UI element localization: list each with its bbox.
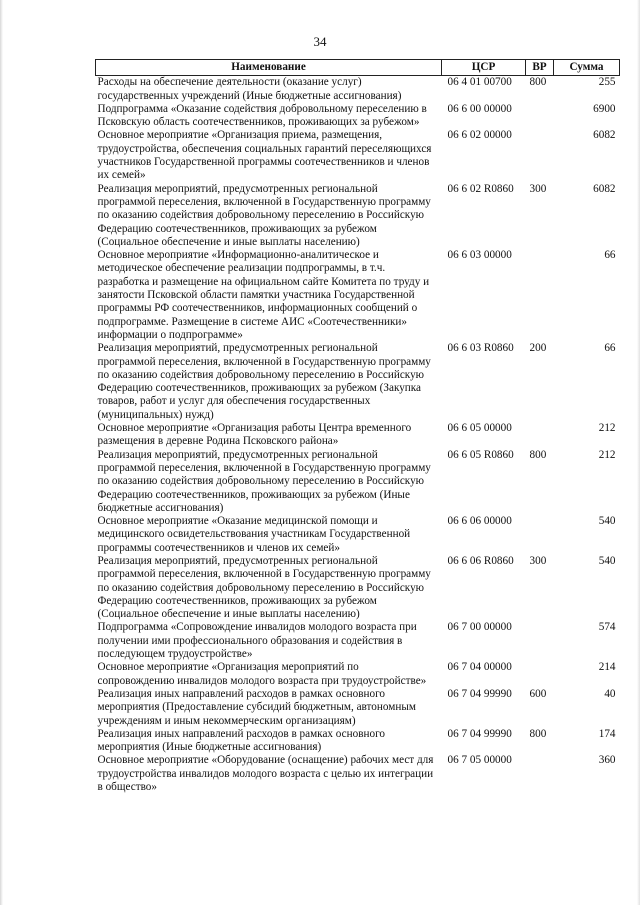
table-row	[96, 754, 620, 794]
row-vr	[526, 422, 554, 449]
row-name: Реализация иных направлений расходов в рамках основного мероприятия (Иные бюджетные ассигнования)	[97, 727, 385, 754]
row-name: Основное мероприятие «Информационно-аналитическое и методическое обеспечение реализации подпрограммы, в т.ч. разработка и размещение на официальном сайте Комитета по труду и занятости Псковской области памятки участника Государственной программы РФ соотечественников, информационных сообщений о подпрограмме. Размещение в системе АИС «Соотечественники» информации о подпрограмме»	[97, 249, 430, 341]
table-row	[96, 342, 620, 422]
row-vr: 300	[529, 182, 547, 195]
row-sum: 66	[604, 249, 616, 262]
row-sum: 540	[598, 554, 616, 567]
row-sum: 360	[598, 754, 616, 767]
table-row	[96, 555, 620, 621]
header-vr: ВР	[526, 60, 554, 76]
row-sum: 6900	[593, 102, 616, 115]
row-sum: 6082	[593, 129, 616, 142]
row-csr: 06 7 00 00000	[447, 621, 512, 634]
row-sum: 255	[598, 76, 616, 89]
row-vr	[526, 754, 554, 794]
row-sum: 574	[598, 621, 616, 634]
row-sum: 214	[598, 661, 616, 674]
table-row	[96, 76, 620, 103]
table-row	[96, 728, 620, 755]
row-name: Реализация мероприятий, предусмотренных региональной программой переселения, включенной в Государственную программу по оказанию содействия добровольному переселению в Российскую Федерацию соотечественников, проживающих за рубежом (Иные бюджетные ассигнования)	[97, 448, 431, 514]
table-header-row	[96, 60, 620, 76]
table-row	[96, 449, 620, 515]
header-sum: Сумма	[554, 60, 620, 76]
row-vr	[526, 515, 554, 555]
row-vr: 800	[529, 727, 547, 740]
row-vr	[526, 249, 554, 342]
row-csr: 06 6 03 R0860	[447, 342, 514, 355]
header-csr: ЦСР	[442, 60, 526, 76]
row-sum: 540	[598, 515, 616, 528]
row-csr: 06 6 05 00000	[447, 422, 512, 435]
table-row	[96, 661, 620, 688]
table-row	[96, 183, 620, 249]
row-sum: 66	[604, 342, 616, 355]
row-sum: 174	[598, 727, 616, 740]
table-row	[96, 422, 620, 449]
header-name: Наименование	[96, 60, 442, 76]
table-row	[96, 129, 620, 182]
row-vr	[526, 621, 554, 661]
row-csr: 06 6 05 R0860	[447, 448, 514, 461]
row-vr: 600	[529, 687, 547, 700]
scan-edge-left	[0, 0, 3, 905]
row-csr: 06 4 01 00700	[447, 76, 512, 89]
row-csr: 06 7 04 99990	[447, 727, 512, 740]
row-sum: 6082	[593, 182, 616, 195]
row-vr: 800	[529, 448, 547, 461]
row-name: Реализация мероприятий, предусмотренных региональной программой переселения, включенной в Государственную программу по оказанию содействия добровольному переселению в Российскую Федерацию соотечественников, проживающих за рубежом (Социальное обеспечение и иные выплаты населению)	[97, 554, 431, 621]
row-sum: 40	[604, 687, 616, 700]
row-vr: 200	[529, 342, 547, 355]
row-name: Основное мероприятие «Оборудование (оснащение) рабочих мест для трудоустройства инвалидов молодого возраста с целью их интеграции в общество»	[97, 754, 434, 794]
table-row	[96, 688, 620, 728]
table-row	[96, 103, 620, 130]
row-csr: 06 6 03 00000	[447, 249, 512, 262]
table-row	[96, 249, 620, 342]
row-csr: 06 6 06 00000	[447, 515, 512, 528]
row-name: Основное мероприятие «Организация работы Центра временного размещения в деревне Родина Псковского района»	[97, 422, 412, 448]
row-csr: 06 7 05 00000	[447, 754, 512, 767]
row-name: Подпрограмма «Сопровождение инвалидов молодого возраста при получении ими профессионального образования и содействия в последующем трудоустройстве»	[97, 621, 417, 661]
row-csr: 06 6 02 R0860	[447, 182, 514, 195]
row-sum: 212	[598, 422, 616, 435]
budget-table	[95, 59, 620, 794]
row-name: Реализация иных направлений расходов в рамках основного мероприятия (Предоставление субсидий бюджетным, автономным учреждениям и иным некоммерческим организациям)	[97, 687, 416, 727]
row-vr	[526, 103, 554, 130]
row-csr: 06 7 04 99990	[447, 687, 512, 700]
row-csr: 06 7 04 00000	[447, 661, 512, 674]
row-name: Реализация мероприятий, предусмотренных региональной программой переселения, включенной в Государственную программу по оказанию содействия добровольному переселению в Российскую Федерацию соотечественников, проживающих за рубежом (Закупка товаров, работ и услуг для обеспечения государственных (муниципальных) нужд)	[97, 342, 431, 421]
row-vr: 800	[529, 76, 547, 89]
row-name: Реализация мероприятий, предусмотренных региональной программой переселения, включенной в Государственную программу по оказанию содействия добровольному переселению в Российскую Федерацию соотечественников, проживающих за рубежом (Социальное обеспечение и иные выплаты населению)	[97, 182, 431, 248]
row-csr: 06 6 02 00000	[447, 129, 512, 142]
row-name: Основное мероприятие «Организация приема, размещения, трудоустройства, обеспечения социальных гарантий переселяющихся участников Государственной программы соотечественников и членов их семей»	[97, 129, 432, 182]
row-name: Подпрограмма «Оказание содействия добровольному переселению в Псковскую область соотечественников, проживающих за рубежом»	[97, 102, 427, 129]
row-vr	[526, 129, 554, 182]
row-name: Расходы на обеспечение деятельности (оказание услуг) государственных учреждений (Иные бюджетные ассигнования)	[97, 76, 402, 102]
row-csr: 06 6 06 R0860	[447, 554, 514, 567]
table-row	[96, 621, 620, 661]
row-name: Основное мероприятие «Организация мероприятий по сопровождению инвалидов молодого возраста при трудоустройстве»	[97, 661, 427, 687]
row-sum: 212	[598, 448, 616, 461]
table-row	[96, 515, 620, 555]
row-vr	[526, 661, 554, 688]
row-vr: 300	[529, 554, 547, 567]
row-csr: 06 6 00 00000	[447, 102, 512, 115]
row-name: Основное мероприятие «Оказание медицинской помощи и медицинского освидетельствования участникам Государственной программы соотечественников и членов их семей»	[97, 515, 411, 554]
page-number: 34	[313, 34, 327, 49]
